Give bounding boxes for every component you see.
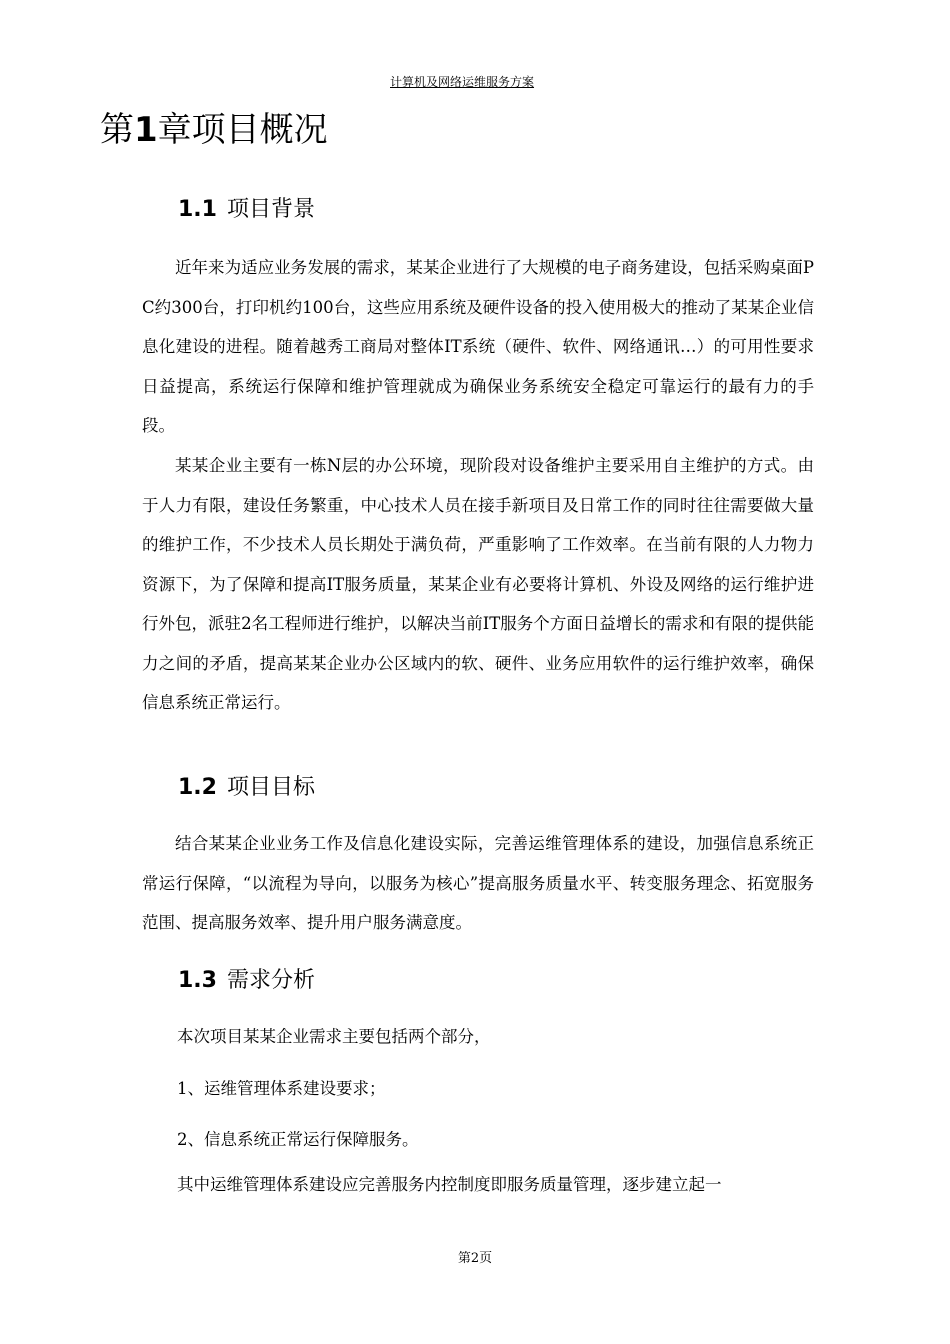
document-header-link[interactable]: 计算机及网络运维服务方案 <box>390 75 535 89</box>
section-heading-1-3 <box>178 966 315 996</box>
section-title: 项目目标 <box>226 775 315 800</box>
chapter-prefix: 第 <box>100 110 134 150</box>
chapter-title <box>100 108 328 152</box>
chapter-number: 1 <box>134 110 158 150</box>
requirements-detail: 其中运维管理体系建设应完善服务内控制度即服务质量管理，逐步建立起一 <box>177 1175 722 1194</box>
requirements-item-2: 2、信息系统正常运行保障服务。 <box>177 1130 419 1149</box>
section-heading-1-2 <box>178 773 315 803</box>
section-heading-1-1 <box>178 195 315 225</box>
section-title: 需求分析 <box>226 968 315 993</box>
page-number: 第2页 <box>457 1251 493 1266</box>
paragraph-background-2: 某某企业主要有一栋N层的办公环境，现阶段对设备维护主要采用自主维护的方式。由于人力有限，建设任务繁重，中心技术人员在接手新项目及日常工作的同时往往需要做大量的维护工作，不少技术人员长期处于满负荷，严重影响了工作效率。在当前有限的人力物力资源下，为了保障和提高IT服务质量，某某企业有必要将计算机、外设及网络的运行维护进行外包，派驻2名工程师进行维护，以解决当前IT服务个方面日益增长的需求和有限的提供能力之间的矛盾，提高某某企业办公区域内的软、硬件、业务应用软件的运行维护效率，确保信息系统正常运行。 <box>142 456 814 712</box>
paragraph-background-1: 近年来为适应业务发展的需求，某某企业进行了大规模的电子商务建设，包括采购桌面PC约300台，打印机约100台，这些应用系统及硬件设备的投入使用极大的推动了某某企业信息化建设的进程。随着越秀工商局对整体IT系统（硬件、软件、网络通讯…）的可用性要求日益提高，系统运行保障和维护管理就成为确保业务系统安全稳定可靠运行的最有力的手段。 <box>142 258 814 435</box>
section-number: 1.3 <box>178 968 217 993</box>
paragraph-goals: 结合某某企业业务工作及信息化建设实际，完善运维管理体系的建设，加强信息系统正常运行保障，“以流程为导向，以服务为核心”提高服务质量水平、转变服务理念、拓宽服务范围、提高服务效率、提升用户服务满意度。 <box>142 834 814 932</box>
requirements-intro: 本次项目某某企业需求主要包括两个部分， <box>177 1027 491 1046</box>
section-title: 项目背景 <box>226 197 315 222</box>
section-number: 1.2 <box>178 775 217 800</box>
section-number: 1.1 <box>178 197 217 222</box>
chapter-title-text: 章项目概况 <box>157 110 328 150</box>
requirements-item-1: 1、运维管理体系建设要求； <box>177 1079 386 1098</box>
